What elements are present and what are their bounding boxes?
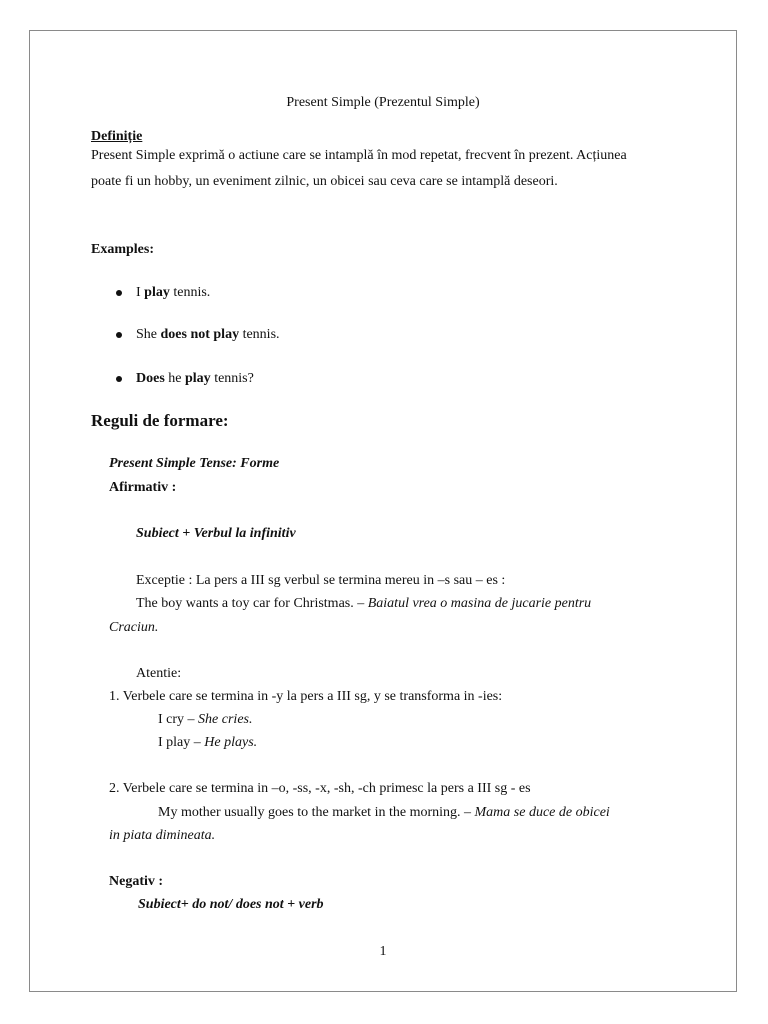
rule-1-example-1: I cry – She cries. xyxy=(158,712,253,727)
document-page xyxy=(29,30,737,992)
example-item-3: Does he play tennis? xyxy=(136,371,254,386)
bullet-icon xyxy=(116,332,122,338)
example-item-1: I play tennis. xyxy=(136,285,211,300)
affirmative-formula: Subiect + Verbul la infinitiv xyxy=(136,526,296,541)
exception-rule: Exceptie : La pers a III sg verbul se termina mereu in –s sau – es : xyxy=(136,573,506,588)
example-item-2: She does not play tennis. xyxy=(136,327,280,342)
tense-forms-subheading: Present Simple Tense: Forme xyxy=(109,456,280,471)
rule-1-example-2: I play – He plays. xyxy=(158,735,258,750)
rules-heading: Reguli de formare: xyxy=(91,411,229,430)
definition-heading: Definiție xyxy=(91,129,143,144)
definition-line-1: Present Simple exprimă o actiune care se intamplă în mod repetat, frecvent în prezent. Acțiunea xyxy=(91,148,627,163)
page-title: Present Simple (Prezentul Simple) xyxy=(286,95,480,110)
negative-label: Negativ : xyxy=(109,874,164,889)
attention-label: Atentie: xyxy=(136,666,182,681)
bullet-icon xyxy=(116,290,122,296)
page-number: 1 xyxy=(379,944,387,959)
rule-2-example: My mother usually goes to the market in the morning. – Mama se duce de obicei xyxy=(158,805,610,820)
affirmative-label: Afirmativ : xyxy=(109,480,177,495)
rule-2: 2. Verbele care se termina in –o, -ss, -x, -sh, -ch primesc la pers a III sg - es xyxy=(109,781,531,796)
rule-1: 1. Verbele care se termina in -y la pers a III sg, y se transforma in -ies: xyxy=(109,689,503,704)
examples-heading: Examples: xyxy=(91,242,154,257)
exception-example: The boy wants a toy car for Christmas. – Baiatul vrea o masina de jucarie pentru xyxy=(136,596,592,611)
exception-example-continued: Craciun. xyxy=(109,620,159,635)
rule-2-example-continued: in piata dimineata. xyxy=(109,828,216,843)
definition-line-2: poate fi un hobby, un eveniment zilnic, un obicei sau ceva care se intamplă deseori. xyxy=(91,174,558,189)
negative-formula: Subiect+ do not/ does not + verb xyxy=(138,897,324,912)
bullet-icon xyxy=(116,376,122,382)
